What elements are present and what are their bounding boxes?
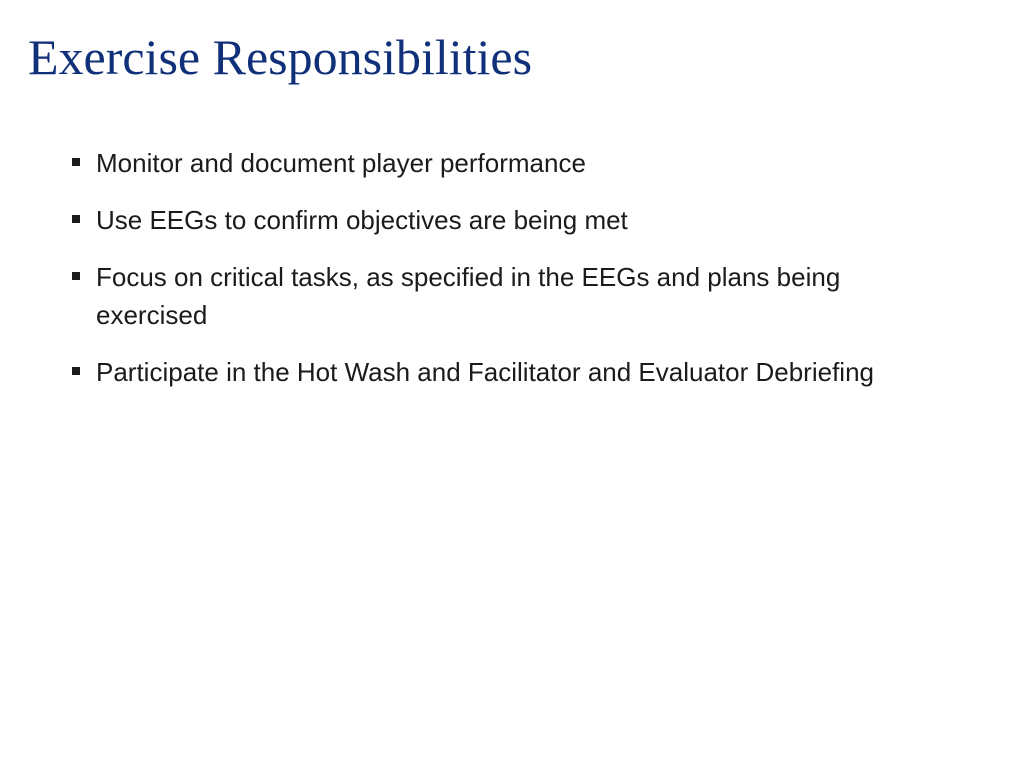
- square-bullet-icon: [72, 272, 80, 280]
- slide-title: Exercise Responsibilities: [28, 29, 533, 85]
- bullet-text: Use EEGs to confirm objectives are being met: [96, 205, 628, 235]
- square-bullet-icon: [72, 367, 80, 375]
- bullet-item: [72, 144, 932, 182]
- bullet-item: [72, 201, 932, 239]
- square-bullet-icon: [72, 215, 80, 223]
- bullet-item: [72, 353, 932, 391]
- bullet-text: Focus on critical tasks, as specified in the EEGs and plans being exercised: [96, 262, 841, 330]
- bullet-item: [72, 258, 932, 334]
- bullet-text: Participate in the Hot Wash and Facilitator and Evaluator Debriefing: [96, 357, 874, 387]
- bullet-list: [72, 144, 932, 410]
- bullet-text: Monitor and document player performance: [96, 148, 586, 178]
- square-bullet-icon: [72, 158, 80, 166]
